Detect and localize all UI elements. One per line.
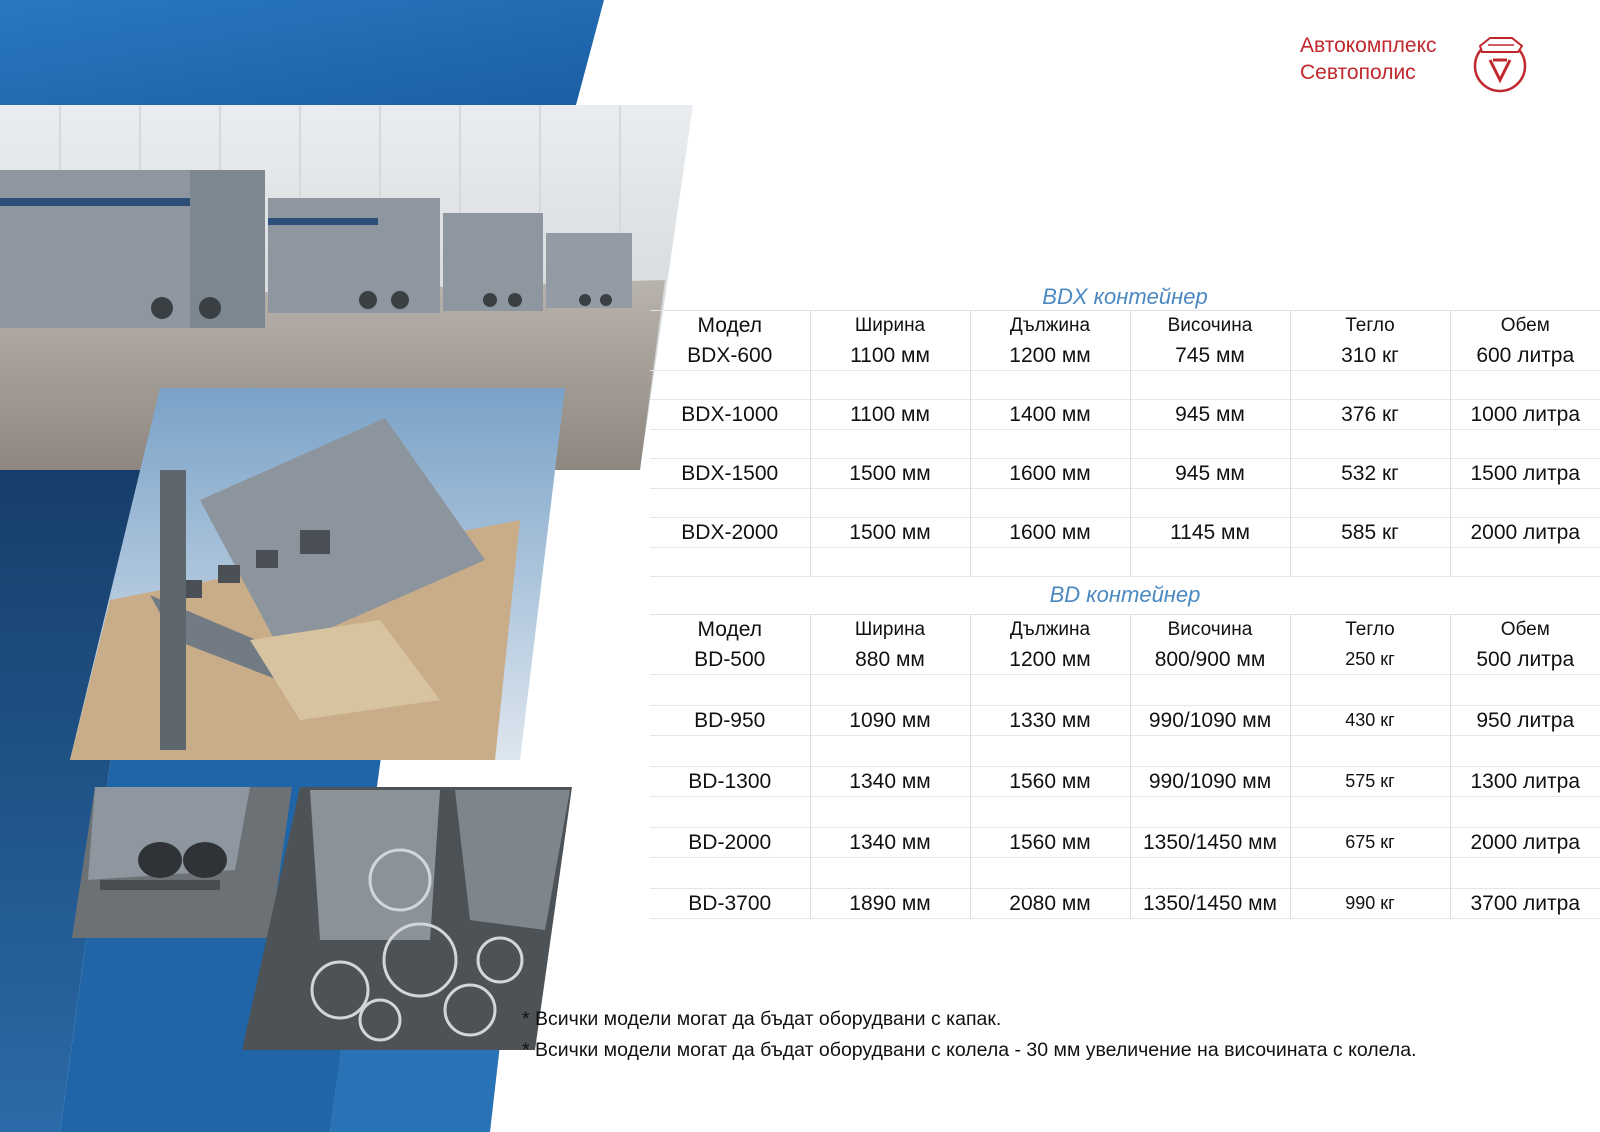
- cell-weight: 532 кг: [1290, 459, 1450, 489]
- cell-weight: 675 кг: [1290, 828, 1450, 858]
- cell-width: 1100 мм: [810, 400, 970, 430]
- cell-width: 1340 мм: [810, 828, 970, 858]
- cell-weight: 250 кг: [1290, 645, 1450, 675]
- col-header-height: Височина: [1130, 615, 1290, 646]
- cell-weight: 990 кг: [1290, 889, 1450, 919]
- cell-height: 1350/1450 мм: [1130, 828, 1290, 858]
- cell-volume: 1300 литра: [1450, 767, 1600, 797]
- cell-width: 1100 мм: [810, 341, 970, 371]
- cell-width: 1890 мм: [810, 889, 970, 919]
- col-header-length: Дължина: [970, 311, 1130, 342]
- cell-length: 1600 мм: [970, 459, 1130, 489]
- brand-name-line1: Автокомплекс: [1300, 34, 1437, 57]
- table-row: [650, 459, 1600, 489]
- col-header-model: Модел: [650, 311, 810, 342]
- table-row: [650, 828, 1600, 858]
- cell-height: 945 мм: [1130, 459, 1290, 489]
- cell-length: 1400 мм: [970, 400, 1130, 430]
- cell-model: BD-3700: [650, 889, 810, 919]
- cell-weight: 376 кг: [1290, 400, 1450, 430]
- cell-model: BDX-1000: [650, 400, 810, 430]
- row-spacer: [650, 675, 1600, 706]
- table-row: [650, 889, 1600, 919]
- cell-length: 1200 мм: [970, 645, 1130, 675]
- photo-container-closeup: [72, 787, 292, 938]
- cell-model: BD-2000: [650, 828, 810, 858]
- brand-name-line2: Севтополис: [1300, 61, 1416, 84]
- brand-block: [1300, 28, 1550, 98]
- col-header-length: Дължина: [970, 615, 1130, 646]
- cell-length: 1560 мм: [970, 767, 1130, 797]
- col-header-weight: Тегло: [1290, 311, 1450, 342]
- cell-model: BDX-600: [650, 341, 810, 371]
- top-blue-band: [0, 0, 604, 105]
- cell-volume: 3700 литра: [1450, 889, 1600, 919]
- cell-length: 1600 мм: [970, 518, 1130, 548]
- footnotes: [522, 1004, 1417, 1066]
- product-collage: [0, 0, 720, 1132]
- cell-height: 1350/1450 мм: [1130, 889, 1290, 919]
- cell-model: BD-500: [650, 645, 810, 675]
- cell-volume: 950 литра: [1450, 706, 1600, 736]
- row-spacer: [650, 371, 1600, 400]
- cell-length: 1330 мм: [970, 706, 1130, 736]
- cell-length: 1560 мм: [970, 828, 1130, 858]
- col-header-weight: Тегло: [1290, 615, 1450, 646]
- row-spacer: [650, 489, 1600, 518]
- cell-height: 945 мм: [1130, 400, 1290, 430]
- cell-volume: 2000 литра: [1450, 828, 1600, 858]
- cell-volume: 2000 литра: [1450, 518, 1600, 548]
- row-spacer: [650, 430, 1600, 459]
- row-spacer: [650, 548, 1600, 577]
- table-row: [650, 341, 1600, 371]
- cell-volume: 1500 литра: [1450, 459, 1600, 489]
- table-row: [650, 767, 1600, 797]
- cell-width: 1090 мм: [810, 706, 970, 736]
- col-header-volume: Обем: [1450, 311, 1600, 342]
- footnote-lid: * Всички модели могат да бъдат оборудвани с капак.: [522, 1008, 1002, 1030]
- table-row: [650, 400, 1600, 430]
- table-row: [650, 645, 1600, 675]
- bd-header-row: [650, 615, 1600, 646]
- cell-volume: 600 литра: [1450, 341, 1600, 371]
- cell-height: 990/1090 мм: [1130, 767, 1290, 797]
- cell-model: BDX-2000: [650, 518, 810, 548]
- cell-weight: 575 кг: [1290, 767, 1450, 797]
- bdx-section-title: BDX контейнер: [1042, 284, 1208, 309]
- cell-height: 800/900 мм: [1130, 645, 1290, 675]
- cell-weight: 310 кг: [1290, 341, 1450, 371]
- cell-model: BDX-1500: [650, 459, 810, 489]
- bd-spec-table: [650, 614, 1600, 919]
- cell-width: 880 мм: [810, 645, 970, 675]
- cell-width: 1500 мм: [810, 518, 970, 548]
- bd-section-title: BD контейнер: [1049, 582, 1201, 607]
- cell-length: 2080 мм: [970, 889, 1130, 919]
- cell-model: BD-1300: [650, 767, 810, 797]
- cell-height: 1145 мм: [1130, 518, 1290, 548]
- col-header-width: Ширина: [810, 615, 970, 646]
- row-spacer: [650, 797, 1600, 828]
- col-header-height: Височина: [1130, 311, 1290, 342]
- cell-model: BD-950: [650, 706, 810, 736]
- cell-height: 745 мм: [1130, 341, 1290, 371]
- cell-width: 1500 мм: [810, 459, 970, 489]
- bdx-header-row: [650, 311, 1600, 342]
- bdx-spec-table: [650, 310, 1600, 577]
- cell-height: 990/1090 мм: [1130, 706, 1290, 736]
- cell-width: 1340 мм: [810, 767, 970, 797]
- col-header-width: Ширина: [810, 311, 970, 342]
- footnote-wheels: * Всички модели могат да бъдат оборудвани с колела - 30 мм увеличение на височината с колела.: [522, 1039, 1417, 1061]
- row-spacer: [650, 858, 1600, 889]
- row-spacer: [650, 736, 1600, 767]
- col-header-model: Модел: [650, 615, 810, 646]
- cell-weight: 430 кг: [1290, 706, 1450, 736]
- car-logo-icon: [1468, 30, 1532, 94]
- cell-volume: 500 литра: [1450, 645, 1600, 675]
- cell-length: 1200 мм: [970, 341, 1130, 371]
- table-row: [650, 518, 1600, 548]
- col-header-volume: Обем: [1450, 615, 1600, 646]
- cell-volume: 1000 литра: [1450, 400, 1600, 430]
- cell-weight: 585 кг: [1290, 518, 1450, 548]
- brand-name: [1300, 32, 1437, 86]
- table-row: [650, 706, 1600, 736]
